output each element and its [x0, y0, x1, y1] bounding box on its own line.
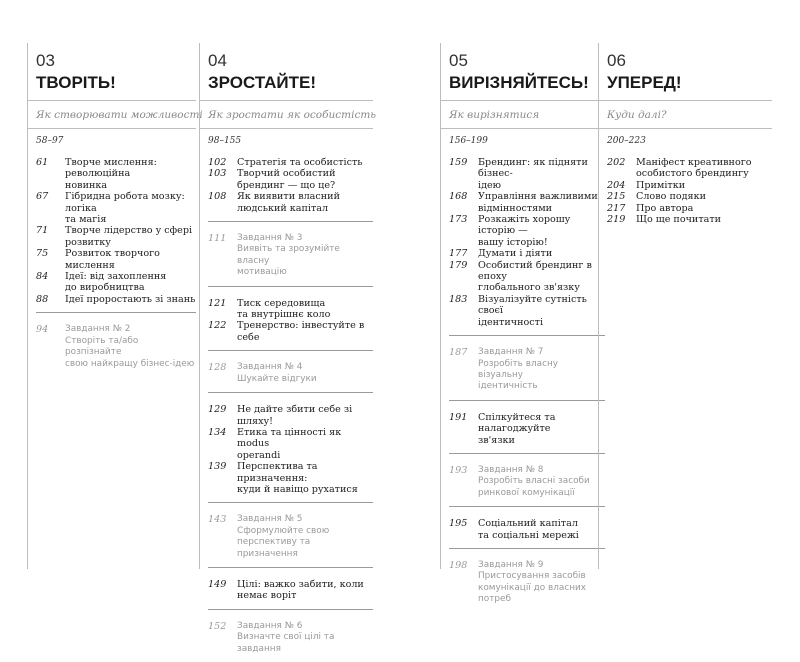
toc-entry[interactable] — [36, 225, 196, 236]
toc-entry[interactable] — [449, 294, 605, 317]
toc-entry[interactable] — [449, 203, 605, 214]
page-number: 121 — [208, 297, 227, 309]
page-range: 156–199 — [449, 136, 488, 146]
page-number: 202 — [607, 157, 626, 168]
toc-entry[interactable] — [208, 590, 373, 601]
chapter-04-column — [199, 43, 377, 654]
entry-group — [208, 404, 373, 503]
page-number — [36, 214, 65, 225]
toc-entry[interactable] — [36, 191, 196, 214]
entry-title: особистого брендингу — [636, 168, 749, 180]
task-group — [208, 514, 373, 568]
page-number — [449, 476, 478, 487]
chapter-title: ТВОРІТЬ! — [36, 73, 116, 92]
toc-entry[interactable] — [208, 621, 373, 632]
chapter-title: УПЕРЕД! — [607, 73, 682, 92]
entry-title: немає воріт — [237, 590, 297, 602]
entry-title: Соціальний капітал — [478, 518, 578, 530]
task-group — [449, 347, 605, 401]
toc-entry[interactable] — [449, 476, 605, 487]
page-number: 177 — [449, 248, 468, 260]
chapter-number: 05 — [449, 51, 468, 70]
entry-title: Ідеї: від захоплення — [65, 271, 167, 283]
entry-title: Думати і діяти — [478, 248, 553, 260]
page-number — [208, 267, 237, 278]
divider — [441, 128, 605, 129]
toc-entry[interactable] — [449, 530, 605, 541]
page-number: 71 — [36, 225, 49, 237]
page-number: 128 — [208, 362, 227, 374]
entry-title: Управління важливими — [478, 191, 598, 203]
page-number: 215 — [607, 191, 626, 203]
entry-title: ідею — [478, 179, 502, 191]
page-number: 219 — [607, 214, 626, 226]
entry-title: комунікації до власних — [478, 582, 587, 593]
page-number: 84 — [36, 271, 49, 283]
page-number: 134 — [208, 426, 227, 438]
page-number — [208, 203, 237, 214]
page-number — [449, 571, 478, 582]
toc-entry[interactable] — [449, 435, 605, 446]
entry-title: зв'язки — [478, 434, 515, 446]
page-number: 179 — [449, 259, 468, 271]
chapter-03-column — [27, 43, 203, 569]
chapter-number: 04 — [208, 51, 227, 70]
page-number — [36, 336, 65, 359]
page-number: 143 — [208, 514, 227, 526]
entry-title: Визначте свої цілі та завдання — [237, 632, 335, 654]
toc-entry[interactable] — [208, 203, 373, 214]
toc-entry[interactable] — [449, 359, 605, 382]
entry-title: Стратегія та особистість — [237, 157, 363, 168]
toc-entry[interactable] — [208, 461, 373, 484]
page-number — [449, 317, 478, 328]
page-number: 159 — [449, 157, 468, 168]
divider — [441, 100, 605, 101]
divider — [599, 100, 772, 101]
entry-title: людський капітал — [237, 202, 329, 214]
page-number: 152 — [208, 620, 227, 632]
task-group — [208, 621, 373, 662]
toc-entry[interactable] — [607, 168, 772, 179]
entry-title: operandi — [237, 449, 281, 461]
toc-entry[interactable] — [208, 233, 373, 244]
page-number: 187 — [449, 347, 468, 359]
toc-entry[interactable] — [36, 324, 196, 335]
entry-title: Брендинг: як підняти бізнес- — [478, 157, 588, 180]
entry-title: Ідеї проростають зі знань — [65, 293, 196, 305]
entry-title: відмінностями — [478, 202, 553, 214]
task-group — [208, 362, 373, 393]
entry-title: куди й навіщо рухатися — [237, 483, 358, 495]
page-number — [449, 203, 478, 214]
page-number: 195 — [449, 518, 468, 530]
entry-title: Творче мислення: революційна — [65, 157, 157, 180]
page-number — [36, 237, 65, 248]
entry-group — [208, 579, 373, 610]
toc-entry[interactable] — [208, 632, 373, 655]
entry-title: Завдання № 2 — [65, 324, 131, 335]
toc-entry[interactable] — [208, 157, 373, 168]
toc-entry[interactable] — [36, 336, 196, 359]
entry-title: та соціальні мережі — [478, 529, 579, 541]
page-number: 75 — [36, 248, 49, 260]
toc-entry[interactable] — [449, 381, 605, 392]
toc-entry[interactable] — [36, 359, 196, 370]
toc-entry[interactable] — [449, 488, 605, 499]
toc-entry[interactable] — [208, 320, 373, 343]
entry-title: Розкажіть хорошу історію — — [478, 214, 571, 237]
page-number: 103 — [208, 168, 227, 180]
chapter-subtitle: Куди далі? — [607, 109, 667, 121]
toc-entry[interactable] — [449, 248, 605, 259]
page-number — [208, 537, 237, 560]
page-number: 108 — [208, 191, 227, 203]
chapter-06-column — [598, 43, 772, 569]
toc-entry[interactable] — [36, 248, 196, 271]
page-number — [449, 359, 478, 382]
entry-title: Розробіть власні засоби — [478, 476, 590, 487]
toc-entry[interactable] — [449, 465, 605, 476]
page-number: 149 — [208, 578, 227, 590]
entry-title: Завдання № 4 — [237, 362, 303, 373]
page-number: 129 — [208, 404, 227, 416]
toc-entry[interactable] — [208, 484, 373, 495]
page-number — [208, 484, 237, 495]
entry-title: Тиск середовища — [237, 297, 326, 309]
toc-entry[interactable] — [208, 374, 373, 385]
toc-entry[interactable] — [449, 571, 605, 582]
page-number — [208, 526, 237, 537]
entry-title: Розвиток творчого мислення — [65, 248, 160, 271]
divider — [28, 128, 196, 129]
entry-title: вашу історію! — [478, 236, 548, 248]
entry-title: Цілі: важко забити, коли — [237, 578, 364, 590]
page-number: 102 — [208, 157, 227, 168]
toc-entry[interactable] — [449, 518, 605, 529]
toc-entry[interactable] — [208, 180, 373, 191]
page-number: 139 — [208, 461, 227, 473]
divider — [599, 128, 772, 129]
toc-entry[interactable] — [449, 214, 605, 237]
page-number: 122 — [208, 320, 227, 332]
page-number — [208, 244, 237, 267]
toc-entry[interactable] — [208, 526, 373, 537]
toc-entry[interactable] — [449, 347, 605, 358]
entry-title: ідентичності — [478, 316, 544, 328]
toc-entry[interactable] — [449, 583, 605, 594]
entry-title: Завдання № 9 — [478, 559, 544, 570]
entry-title: Шукайте відгуки — [237, 373, 317, 384]
toc-entry[interactable] — [208, 450, 373, 461]
entry-title: Перспектива та призначення: — [237, 461, 318, 484]
entry-title: Слово подяки — [636, 191, 706, 203]
entry-title: Завдання № 6 — [237, 620, 303, 631]
entry-title: Творче лідерство у сфері — [65, 225, 193, 237]
entry-title: розвитку — [65, 236, 111, 248]
toc-entry[interactable] — [449, 317, 605, 328]
page-number — [449, 435, 478, 446]
page-number: 191 — [449, 411, 468, 423]
entry-title: мотивацію — [237, 267, 287, 278]
entry-title: брендинг — що це? — [237, 179, 336, 191]
toc-entry[interactable] — [449, 594, 605, 605]
page-number: 193 — [449, 464, 468, 476]
toc-entry[interactable] — [36, 214, 196, 225]
entry-title: Створіть та/або розпізнайте — [65, 335, 139, 358]
toc-entry[interactable] — [208, 244, 373, 267]
divider — [200, 128, 373, 129]
toc-entry[interactable] — [607, 214, 772, 225]
page-number: 111 — [208, 233, 227, 245]
toc-entry[interactable] — [607, 157, 772, 168]
page-number: 168 — [449, 191, 468, 203]
page-number — [449, 282, 478, 293]
toc-entry[interactable] — [449, 180, 605, 191]
page-number — [36, 282, 65, 293]
entry-title: та магія — [65, 214, 107, 226]
entry-title: потреб — [478, 594, 511, 605]
toc-entry[interactable] — [208, 404, 373, 427]
entry-title: глобального зв'язку — [478, 282, 580, 294]
page-number — [36, 180, 65, 191]
chapter-title: ЗРОСТАЙТЕ! — [208, 73, 317, 92]
page-number: 173 — [449, 214, 468, 226]
toc-entry[interactable] — [449, 157, 605, 180]
chapter-title: ВИРІЗНЯЙТЕСЬ! — [449, 73, 589, 92]
page-number — [449, 583, 478, 594]
page-number — [607, 168, 636, 179]
entry-group — [449, 412, 605, 454]
chapter-subtitle: Як зростати як особистість — [208, 109, 377, 121]
page-number — [449, 180, 478, 191]
page-number — [36, 359, 65, 370]
entry-title: Завдання № 8 — [478, 464, 544, 475]
entry-title: Завдання № 5 — [237, 514, 303, 525]
task-group — [36, 324, 196, 377]
divider — [28, 100, 196, 101]
toc-entry[interactable] — [449, 260, 605, 283]
entry-title: Сформулюйте свою — [237, 525, 330, 536]
entry-title: та внутрішнє коло — [237, 309, 331, 321]
toc-entry[interactable] — [449, 282, 605, 293]
toc-entry[interactable] — [36, 282, 196, 293]
page-number — [208, 590, 237, 601]
entry-title: Завдання № 3 — [237, 233, 303, 244]
chapter-05-column — [440, 43, 605, 605]
toc-entry[interactable] — [36, 271, 196, 282]
entry-title: Завдання № 7 — [478, 347, 544, 358]
entry-group — [208, 298, 373, 352]
page-range: 58–97 — [36, 136, 64, 146]
page-number: 67 — [36, 191, 49, 203]
toc-entry[interactable] — [449, 412, 605, 435]
task-group — [449, 465, 605, 507]
entry-title: Тренерство: інвестуйте в себе — [237, 320, 365, 343]
page-number — [208, 374, 237, 385]
toc-entry[interactable] — [449, 237, 605, 248]
entry-title: перспективу та призначення — [237, 537, 311, 559]
page-number — [208, 309, 237, 320]
toc-entry[interactable] — [449, 560, 605, 571]
toc-entry[interactable] — [36, 294, 196, 305]
toc-entry[interactable] — [36, 180, 196, 191]
entry-title: Спілкуйтеся та налагоджуйте — [478, 411, 556, 435]
page-number — [449, 594, 478, 605]
chapter-number: 03 — [36, 51, 55, 70]
page-number: 183 — [449, 293, 468, 305]
entry-title: Розробіть власну візуальну — [478, 358, 559, 380]
entry-title: Що ще почитати — [636, 214, 722, 226]
toc-entry[interactable] — [208, 191, 373, 202]
page-number: 198 — [449, 559, 468, 571]
page-number: 88 — [36, 293, 49, 305]
toc-entry[interactable] — [208, 537, 373, 560]
entry-title: Творчий особистий — [237, 168, 336, 180]
entry-group — [449, 518, 605, 549]
toc-entry[interactable] — [36, 237, 196, 248]
entry-title: свою найкращу бізнес-ідею — [65, 358, 195, 369]
toc-entry[interactable] — [208, 309, 373, 320]
toc-entry[interactable] — [208, 427, 373, 450]
page-number — [449, 530, 478, 541]
toc-entry[interactable] — [36, 157, 196, 180]
toc-entry[interactable] — [607, 203, 772, 214]
toc-entry[interactable] — [208, 362, 373, 373]
entry-title: Як виявити власний — [237, 191, 340, 203]
chapter-subtitle: Як вирізнятися — [449, 109, 540, 121]
entry-title: Про автора — [636, 202, 694, 214]
entry-title: новинка — [65, 179, 108, 191]
toc-entry[interactable] — [208, 514, 373, 525]
page-number — [449, 237, 478, 248]
page-number — [208, 450, 237, 461]
task-group — [449, 560, 605, 613]
entry-group — [208, 157, 373, 222]
entry-group — [36, 157, 196, 313]
entry-group — [607, 157, 772, 232]
page-number: 94 — [36, 324, 49, 336]
toc-entry[interactable] — [208, 298, 373, 309]
entry-title: Гібридна робота мозку: логіка — [65, 191, 185, 214]
chapter-subtitle: Як створювати можливості — [36, 109, 203, 121]
page-number: 217 — [607, 202, 626, 214]
entry-title: до виробництва — [65, 282, 145, 294]
page-number — [208, 632, 237, 655]
page-number — [449, 381, 478, 392]
entry-title: Примітки — [636, 179, 686, 191]
entry-title: Маніфест креативного — [636, 157, 752, 168]
toc-entry[interactable] — [449, 191, 605, 202]
toc-entry[interactable] — [607, 180, 772, 191]
divider — [200, 100, 373, 101]
toc-entry[interactable] — [208, 579, 373, 590]
entry-title: Пристосування засобів — [478, 571, 586, 582]
page-number — [449, 488, 478, 499]
entry-title: Етика та цінності як modus — [237, 426, 342, 450]
page-number: 204 — [607, 179, 626, 191]
toc-entry[interactable] — [607, 191, 772, 202]
entry-title: Візуалізуйте сутність своєї — [478, 293, 587, 317]
page-number — [208, 180, 237, 191]
entry-title: ринкової комунікації — [478, 487, 575, 498]
toc-entry[interactable] — [208, 168, 373, 179]
entry-title: Не дайте збити себе зі шляху! — [237, 404, 353, 427]
page-number: 61 — [36, 157, 49, 168]
chapter-number: 06 — [607, 51, 626, 70]
page-range: 200–223 — [607, 136, 646, 146]
entry-group — [449, 157, 605, 336]
page-range: 98–155 — [208, 136, 242, 146]
entry-title: Особистий брендинг в епоху — [478, 259, 592, 283]
entry-title: ідентичність — [478, 381, 538, 392]
task-group — [208, 233, 373, 287]
entry-title: Виявіть та зрозумійте власну — [237, 244, 340, 266]
toc-entry[interactable] — [208, 267, 373, 278]
